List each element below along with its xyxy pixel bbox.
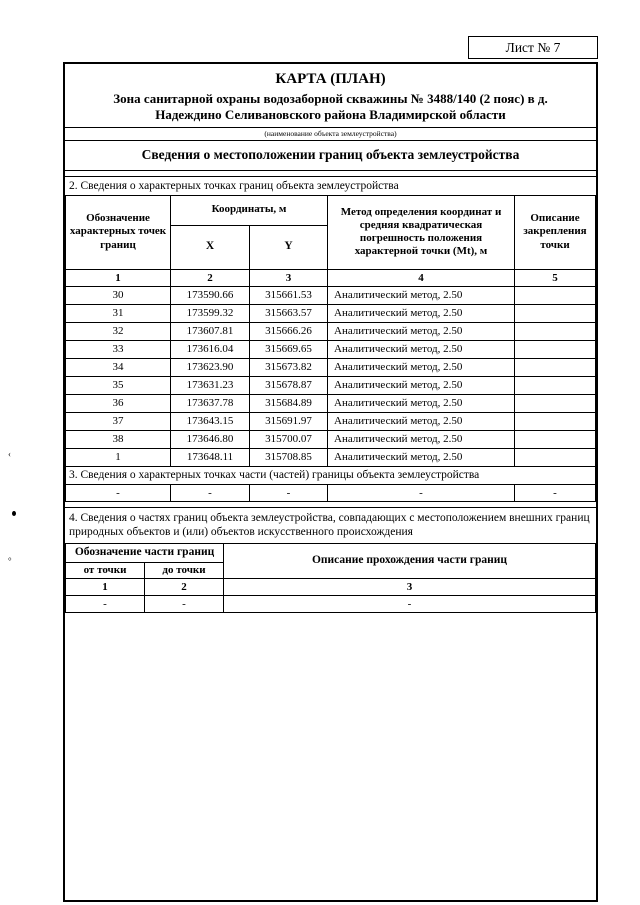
point-number: 37 bbox=[66, 412, 171, 430]
table-row bbox=[66, 340, 596, 358]
coord-y: 315708.85 bbox=[250, 448, 328, 466]
method-value: Аналитический метод, 2.50 bbox=[328, 412, 515, 430]
anchor-value bbox=[515, 358, 596, 376]
column-number: 3 bbox=[224, 579, 596, 596]
point-number: 1 bbox=[66, 448, 171, 466]
coord-y: 315666.26 bbox=[250, 322, 328, 340]
header-to-point: до точки bbox=[145, 563, 224, 579]
column-number: 1 bbox=[66, 269, 171, 286]
method-value: Аналитический метод, 2.50 bbox=[328, 340, 515, 358]
coord-x: 173643.15 bbox=[171, 412, 250, 430]
table-row bbox=[66, 358, 596, 376]
header-point-designation: Обозначение характерных точек границ bbox=[66, 195, 171, 269]
point-number: 38 bbox=[66, 430, 171, 448]
document-title: КАРТА (ПЛАН) bbox=[275, 71, 386, 87]
column-number-row bbox=[66, 269, 596, 286]
table-row bbox=[66, 376, 596, 394]
method-value: Аналитический метод, 2.50 bbox=[328, 430, 515, 448]
empty-value: - bbox=[66, 484, 171, 501]
anchor-value bbox=[515, 430, 596, 448]
coord-x: 173590.66 bbox=[171, 286, 250, 304]
empty-value: - bbox=[224, 596, 596, 613]
scan-artifact: ‹ bbox=[8, 449, 11, 459]
method-value: Аналитический метод, 2.50 bbox=[328, 304, 515, 322]
coord-x: 173607.81 bbox=[171, 322, 250, 340]
object-name: Зона санитарной охраны водозаборной скважины № 3488/140 (2 пояс) в д. Надеждино Селивановского района Владимирской области bbox=[113, 91, 548, 123]
method-value: Аналитический метод, 2.50 bbox=[328, 376, 515, 394]
sheet-number-box bbox=[468, 36, 598, 59]
document-frame bbox=[63, 62, 598, 902]
table-row bbox=[66, 430, 596, 448]
point-number: 36 bbox=[66, 394, 171, 412]
empty-value: - bbox=[250, 484, 328, 501]
empty-value: - bbox=[515, 484, 596, 501]
anchor-value bbox=[515, 340, 596, 358]
empty-value: - bbox=[171, 484, 250, 501]
coord-y: 315661.53 bbox=[250, 286, 328, 304]
table-row bbox=[66, 412, 596, 430]
point-number: 35 bbox=[66, 376, 171, 394]
coord-y: 315669.65 bbox=[250, 340, 328, 358]
method-value: Аналитический метод, 2.50 bbox=[328, 394, 515, 412]
method-value: Аналитический метод, 2.50 bbox=[328, 322, 515, 340]
coord-y: 315691.97 bbox=[250, 412, 328, 430]
header-part-description: Описание прохождения части границ bbox=[224, 544, 596, 579]
column-number: 5 bbox=[515, 269, 596, 286]
coord-y: 315673.82 bbox=[250, 358, 328, 376]
table-row bbox=[66, 304, 596, 322]
anchor-value bbox=[515, 412, 596, 430]
coord-x: 173599.32 bbox=[171, 304, 250, 322]
anchor-value bbox=[515, 448, 596, 466]
characteristic-points-table bbox=[65, 195, 596, 502]
point-number: 34 bbox=[66, 358, 171, 376]
header-coordinates: Координаты, м bbox=[171, 195, 328, 225]
header-part-designation: Обозначение части границ bbox=[66, 544, 224, 563]
table-row bbox=[66, 448, 596, 466]
column-number: 1 bbox=[66, 579, 145, 596]
header-anchor-description: Описание закрепления точки bbox=[515, 195, 596, 269]
point-number: 30 bbox=[66, 286, 171, 304]
section3-title-row bbox=[66, 466, 596, 484]
header-y: Y bbox=[250, 225, 328, 269]
coord-x: 173648.11 bbox=[171, 448, 250, 466]
point-number: 32 bbox=[66, 322, 171, 340]
section4-empty-row bbox=[66, 596, 596, 613]
method-value: Аналитический метод, 2.50 bbox=[328, 286, 515, 304]
anchor-value bbox=[515, 376, 596, 394]
coord-y: 315678.87 bbox=[250, 376, 328, 394]
method-value: Аналитический метод, 2.50 bbox=[328, 358, 515, 376]
empty-area bbox=[65, 613, 596, 900]
anchor-value bbox=[515, 304, 596, 322]
column-number: 2 bbox=[171, 269, 250, 286]
boundary-parts-table bbox=[65, 543, 596, 613]
table-row bbox=[66, 394, 596, 412]
coord-x: 173637.78 bbox=[171, 394, 250, 412]
column-number-row bbox=[66, 579, 596, 596]
header-method: Метод определения координат и средняя квадратическая погрешность положения характерной точки (Mt), м bbox=[328, 195, 515, 269]
table-header-row bbox=[66, 195, 596, 225]
section3-title: 3. Сведения о характерных точках части (частей) границы объекта землеустройства bbox=[66, 466, 596, 484]
empty-value: - bbox=[66, 596, 145, 613]
parts-header-row bbox=[66, 544, 596, 563]
column-number: 2 bbox=[145, 579, 224, 596]
coord-y: 315684.89 bbox=[250, 394, 328, 412]
empty-value: - bbox=[328, 484, 515, 501]
object-name-caption: (наименование объекта землеустройства) bbox=[264, 128, 397, 138]
column-number: 4 bbox=[328, 269, 515, 286]
coord-y: 315663.57 bbox=[250, 304, 328, 322]
point-number: 33 bbox=[66, 340, 171, 358]
section2-title: 2. Сведения о характерных точках границ объекта землеустройства bbox=[69, 179, 399, 192]
empty-value: - bbox=[145, 596, 224, 613]
scan-artifact: ° bbox=[8, 556, 12, 566]
boundaries-section-header: Сведения о местоположении границ объекта землеустройства bbox=[65, 141, 596, 171]
coord-x: 173616.04 bbox=[171, 340, 250, 358]
anchor-value bbox=[515, 322, 596, 340]
point-number: 31 bbox=[66, 304, 171, 322]
section4-title: 4. Сведения о частях границ объекта землеустройства, совпадающих с местоположением внешних границ природных объектов и (или) объектов искусственного происхождения bbox=[69, 511, 590, 538]
coord-x: 173623.90 bbox=[171, 358, 250, 376]
anchor-value bbox=[515, 394, 596, 412]
scan-artifact bbox=[12, 511, 16, 516]
sheet-number-label: Лист № 7 bbox=[505, 39, 561, 55]
method-value: Аналитический метод, 2.50 bbox=[328, 448, 515, 466]
table-row bbox=[66, 322, 596, 340]
coord-x: 173646.80 bbox=[171, 430, 250, 448]
header-from-point: от точки bbox=[66, 563, 145, 579]
column-number: 3 bbox=[250, 269, 328, 286]
coord-y: 315700.07 bbox=[250, 430, 328, 448]
anchor-value bbox=[515, 286, 596, 304]
header-x: X bbox=[171, 225, 250, 269]
table-row bbox=[66, 286, 596, 304]
section3-empty-row bbox=[66, 484, 596, 501]
coord-x: 173631.23 bbox=[171, 376, 250, 394]
